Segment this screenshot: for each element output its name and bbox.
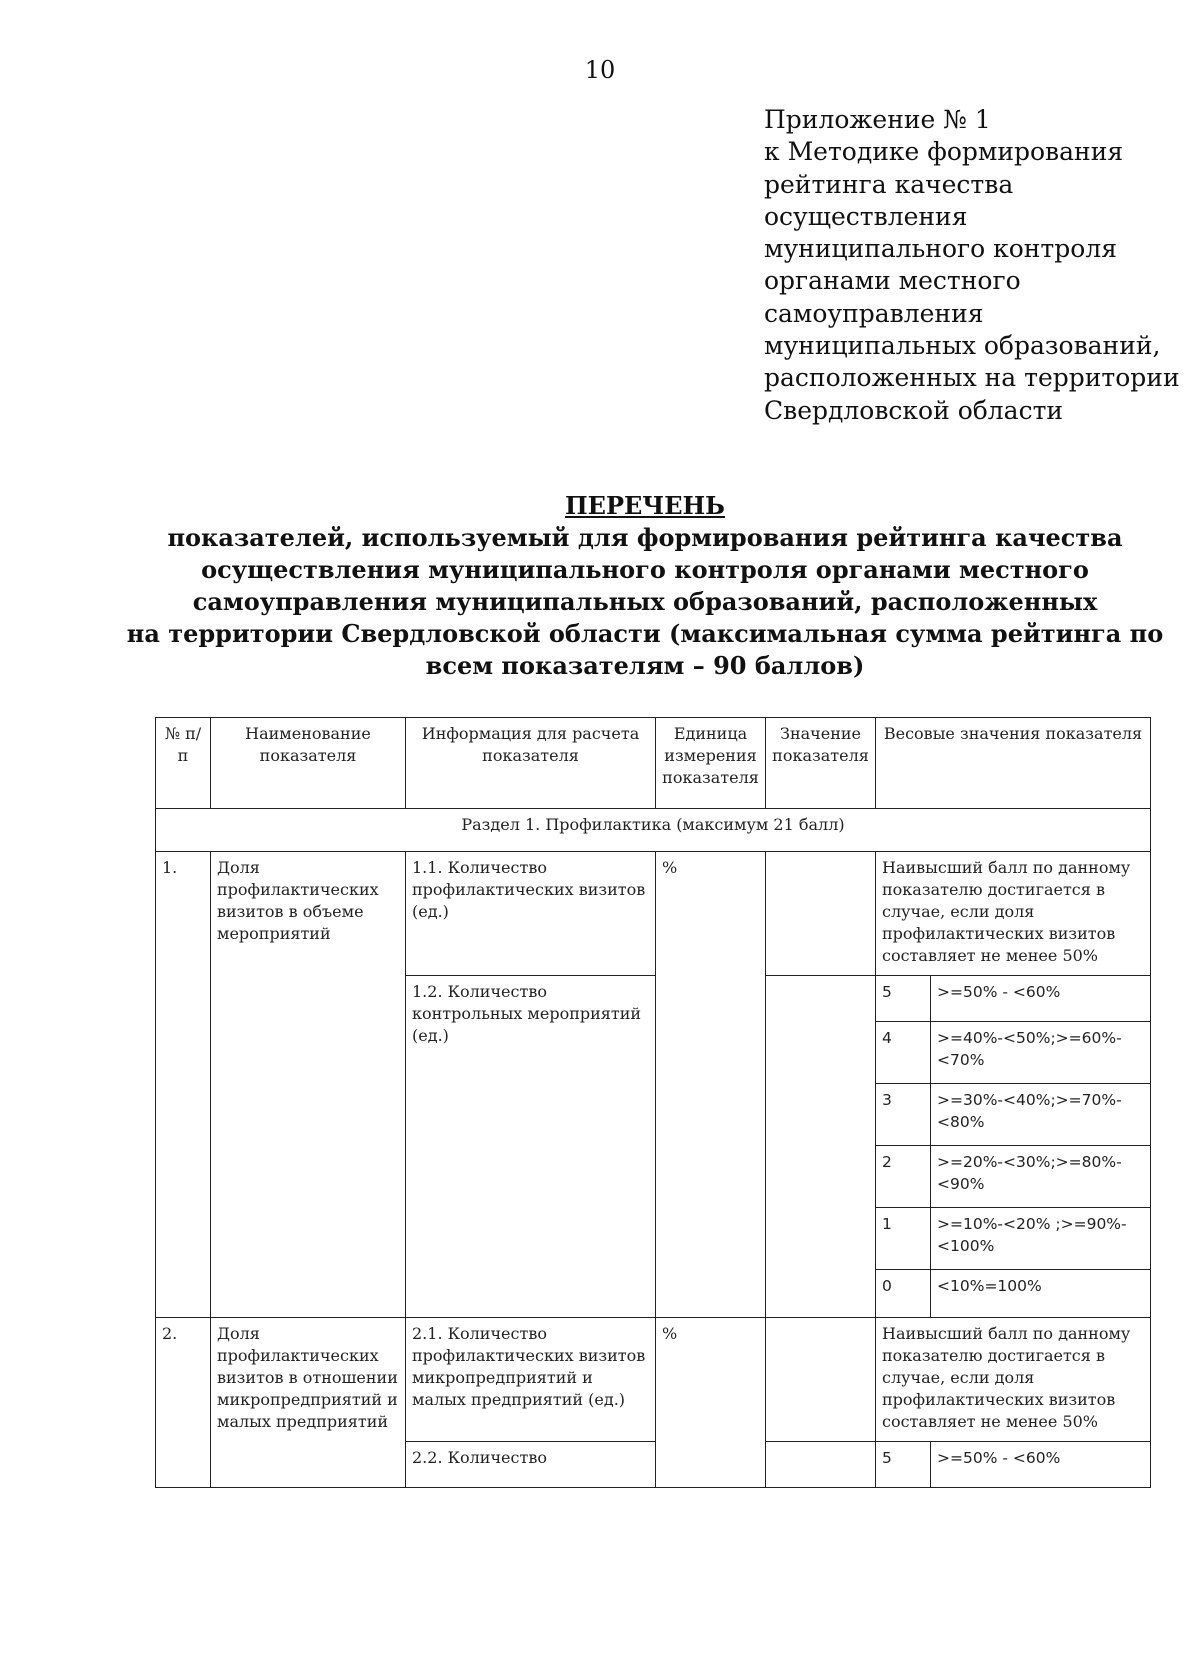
- grade-score: 5: [876, 976, 931, 1022]
- header-info: Информация для расчета показателя: [406, 718, 656, 809]
- indicator-value-cell: [766, 976, 876, 1318]
- document-title: [80, 490, 1200, 682]
- appendix-line: самоуправления: [764, 298, 984, 328]
- page-number: 10: [584, 56, 616, 84]
- title-line: осуществления муниципального контроля органами местного: [201, 555, 1089, 584]
- grade-range: <10%=100%: [931, 1270, 1151, 1318]
- title-line: всем показателям – 90 баллов): [425, 651, 865, 680]
- title-caption: ПЕРЕЧЕНЬ: [565, 491, 725, 520]
- grade-range: >=10%-<20% ;>=90%-<100%: [931, 1208, 1151, 1270]
- indicator-value-cell: [766, 1442, 876, 1488]
- grade-range: >=50% - <60%: [931, 1442, 1151, 1488]
- indicator-value: [766, 1318, 876, 1442]
- indicator-name: Доля профилактических визитов в отношении микропредприятий и малых предприятий: [211, 1318, 406, 1488]
- indicators-table: [155, 717, 1151, 1488]
- header-unit: Единица измерения показателя: [656, 718, 766, 809]
- title-line: самоуправления муниципальных образований, расположенных: [192, 587, 1098, 616]
- indicator-unit: %: [656, 1318, 766, 1488]
- appendix-line: Свердловской области: [764, 395, 1064, 425]
- indicator-info-item: 2.2. Количество: [406, 1442, 656, 1488]
- grade-score: 5: [876, 1442, 931, 1488]
- appendix-line: органами местного: [764, 266, 1021, 296]
- indicator-name: Доля профилактических визитов в объеме мероприятий: [211, 852, 406, 1318]
- grade-score: 4: [876, 1022, 931, 1084]
- indicator-max-note: Наивысший балл по данному показателю достигается в случае, если доля профилактических визитов составляет не менее 50%: [876, 852, 1151, 976]
- indicator-row: [156, 852, 1151, 976]
- grade-range: >=30%-<40%;>=70%-<80%: [931, 1084, 1151, 1146]
- header-weights: Весовые значения показателя: [876, 718, 1151, 809]
- header-value: Значение показателя: [766, 718, 876, 809]
- grade-range: >=20%-<30%;>=80%-<90%: [931, 1146, 1151, 1208]
- appendix-line: муниципального контроля: [764, 234, 1117, 264]
- appendix-line: к Методике формирования: [764, 137, 1124, 167]
- indicator-unit: %: [656, 852, 766, 1318]
- appendix-line: рейтинга качества: [764, 169, 1014, 199]
- section-title: Раздел 1. Профилактика (максимум 21 балл): [156, 809, 1151, 852]
- indicator-number: 1.: [156, 852, 211, 1318]
- header-name: Наименование показателя: [211, 718, 406, 809]
- appendix-note: [764, 104, 1184, 427]
- grade-score: 3: [876, 1084, 931, 1146]
- table-header-row: [156, 718, 1151, 809]
- indicator-info-item: 1.1. Количество профилактических визитов (ед.): [406, 852, 656, 976]
- appendix-line: муниципальных образований,: [764, 331, 1161, 361]
- appendix-line: осуществления: [764, 201, 968, 231]
- grade-range: >=50% - <60%: [931, 976, 1151, 1022]
- header-num: № п/п: [156, 718, 211, 809]
- title-line: показателей, используемый для формирования рейтинга качества: [167, 523, 1123, 552]
- grade-score: 2: [876, 1146, 931, 1208]
- indicator-info-item: 1.2. Количество контрольных мероприятий (ед.): [406, 976, 656, 1318]
- indicator-value: [766, 852, 876, 976]
- indicator-row: [156, 1318, 1151, 1442]
- grade-score: 0: [876, 1270, 931, 1318]
- appendix-line: Приложение № 1: [764, 105, 991, 134]
- grade-score: 1: [876, 1208, 931, 1270]
- appendix-line: расположенных на территории: [764, 363, 1180, 393]
- indicators-table-body: [156, 718, 1151, 1488]
- indicator-number: 2.: [156, 1318, 211, 1488]
- grade-range: >=40%-<50%;>=60%-<70%: [931, 1022, 1151, 1084]
- indicator-max-note: Наивысший балл по данному показателю достигается в случае, если доля профилактических визитов составляет не менее 50%: [876, 1318, 1151, 1442]
- indicator-info-item: 2.1. Количество профилактических визитов микропредприятий и малых предприятий (ед.): [406, 1318, 656, 1442]
- section-row: [156, 809, 1151, 852]
- title-line: на территории Свердловской области (максимальная сумма рейтинга по: [126, 619, 1164, 648]
